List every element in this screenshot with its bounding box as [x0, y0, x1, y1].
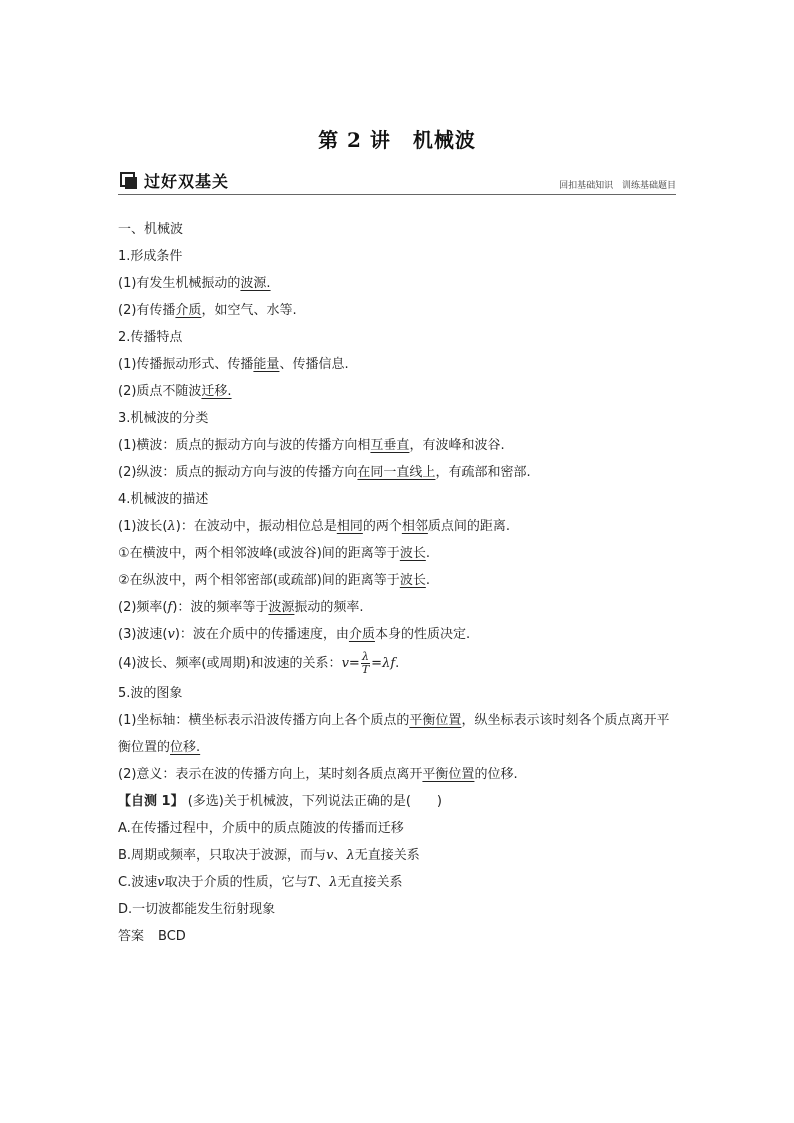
text-line: [118, 432, 680, 459]
text-span: 本身的性质决定.: [374, 627, 471, 642]
text-span: 、传播信息.: [279, 357, 349, 372]
fraction: [361, 651, 370, 676]
text-line: [118, 761, 680, 788]
text-span: 振动的频率.: [294, 600, 364, 615]
text-span: (2)质点不随波: [118, 384, 202, 399]
answer-label: 答案: [118, 929, 145, 944]
subheading-description: 4.机械波的描述: [118, 492, 209, 507]
text-span: (3)波速(: [118, 627, 168, 642]
question-text: (多选)关于机械波，下列说法正确的是( ): [183, 794, 442, 809]
math-symbol: v: [167, 627, 175, 642]
text-span: (1)有发生机械振动的: [118, 276, 241, 291]
text-span: .: [425, 573, 430, 588]
option-c: [118, 869, 680, 896]
text-span: (1)坐标轴：横坐标表示沿波传播方向上各个质点的: [118, 713, 410, 728]
text-span: ，有波峰和波谷.: [409, 438, 505, 453]
text-line: [118, 540, 680, 567]
text-span: (2)纵波：质点的振动方向与波的传播方向: [118, 465, 358, 480]
math-symbol: =: [371, 656, 383, 671]
answer-line: [118, 923, 680, 950]
text-span: ②在纵波中，两个相邻密部(或疏部)间的距离等于: [118, 573, 400, 588]
text-line: [118, 270, 680, 297]
text-span: ①在横波中，两个相邻波峰(或波谷)间的距离等于: [118, 546, 400, 561]
text-span: 取决于介质的性质，它与: [164, 875, 308, 890]
math-symbol: λf: [382, 656, 396, 671]
heading-mechanical-wave: 一、机械波: [118, 222, 184, 237]
underlined-term: 介质: [348, 627, 375, 642]
text-span: 的两个: [362, 519, 402, 534]
document-body: [118, 216, 680, 950]
text-paragraph: [118, 707, 680, 761]
underlined-term: 迁移.: [201, 384, 232, 399]
text-span: 质点间的距离.: [427, 519, 511, 534]
page-title: [0, 124, 794, 153]
subheading-propagation: 2.传播特点: [118, 330, 183, 345]
text-line: [118, 459, 680, 486]
text-span: 、: [333, 848, 347, 863]
underlined-term: 互垂直: [370, 438, 410, 453]
section-tagline: 回扣基础知识 训练基础题目: [559, 181, 676, 191]
underlined-term: 波长: [399, 573, 426, 588]
math-symbol: v: [341, 656, 349, 671]
text-span: (1)传播振动形式、传播: [118, 357, 254, 372]
subheading-wave-graph: 5.波的图象: [118, 686, 183, 701]
text-span: (2)意义：表示在波的传播方向上，某时刻各质点离开: [118, 767, 423, 782]
formula-line: [118, 648, 680, 680]
math-symbol: v: [326, 848, 334, 863]
math-symbol: f: [167, 600, 173, 615]
underlined-term: 相邻: [401, 519, 428, 534]
underlined-term: 能量: [253, 357, 280, 372]
text-span: ，纵坐标表示该时刻各个质点离开平衡位置的: [118, 713, 670, 755]
text-span: .: [395, 656, 400, 671]
underlined-term: 介质: [175, 303, 202, 318]
math-symbol: λ: [329, 875, 338, 890]
answer-value: BCD: [158, 929, 186, 944]
question-tag: 【自测 1】: [118, 794, 184, 809]
text-line: [118, 351, 680, 378]
title-lecture: 第 2 讲: [318, 128, 391, 152]
text-span: ，如空气、水等.: [201, 303, 297, 318]
text-span: ，有疏部和密部.: [435, 465, 531, 480]
underlined-term: 波源.: [240, 276, 271, 291]
math-symbol: T: [307, 875, 317, 890]
fraction-numerator: λ: [362, 650, 369, 663]
text-line: [118, 513, 680, 540]
underlined-term: 平衡位置: [422, 767, 475, 782]
underlined-term: 位移.: [170, 740, 201, 755]
title-topic: 机械波: [412, 128, 476, 152]
section-square-icon: [120, 172, 136, 188]
math-symbol: v: [157, 875, 165, 890]
section-header: [118, 170, 676, 195]
text-line: [118, 567, 680, 594]
text-span: 无直接关系: [354, 848, 420, 863]
text-line: [118, 378, 680, 405]
text-span: 无直接关系: [337, 875, 403, 890]
text-span: (2)频率(: [118, 600, 168, 615]
text-span: 的位移.: [474, 767, 518, 782]
option-d: D.一切波都能发生衍射现象: [118, 902, 276, 917]
text-line: [118, 297, 680, 324]
underlined-term: 在同一直线上: [357, 465, 436, 480]
text-span: (4)波长、频率(或周期)和波速的关系：: [118, 656, 342, 671]
option-b: [118, 842, 680, 869]
underlined-term: 相同: [336, 519, 363, 534]
text-span: (2)有传播: [118, 303, 176, 318]
underlined-term: 平衡位置: [409, 713, 462, 728]
question-stem: [118, 788, 680, 815]
subheading-formation: 1.形成条件: [118, 249, 183, 264]
section-title: 过好双基关: [144, 172, 230, 191]
math-symbol: λ: [167, 519, 176, 534]
text-line: [118, 621, 680, 648]
text-span: )：波的频率等于: [172, 600, 269, 615]
fraction-denominator: T: [361, 663, 370, 676]
math-symbol: =: [348, 656, 360, 671]
text-span: C.波速: [118, 875, 158, 890]
text-span: )：波在介质中的传播速度，由: [174, 627, 349, 642]
option-a: A.在传播过程中，介质中的质点随波的传播而迁移: [118, 821, 404, 836]
subheading-classification: 3.机械波的分类: [118, 411, 209, 426]
text-line: [118, 594, 680, 621]
text-span: 、: [316, 875, 330, 890]
text-span: (1)波长(: [118, 519, 168, 534]
text-span: )：在波动中，振动相位总是: [175, 519, 337, 534]
underlined-term: 波长: [399, 546, 426, 561]
text-span: (1)横波：质点的振动方向与波的传播方向相: [118, 438, 371, 453]
math-symbol: λ: [346, 848, 355, 863]
underlined-term: 波源: [268, 600, 295, 615]
text-span: .: [425, 546, 430, 561]
text-span: B.周期或频率，只取决于波源，而与: [118, 848, 327, 863]
